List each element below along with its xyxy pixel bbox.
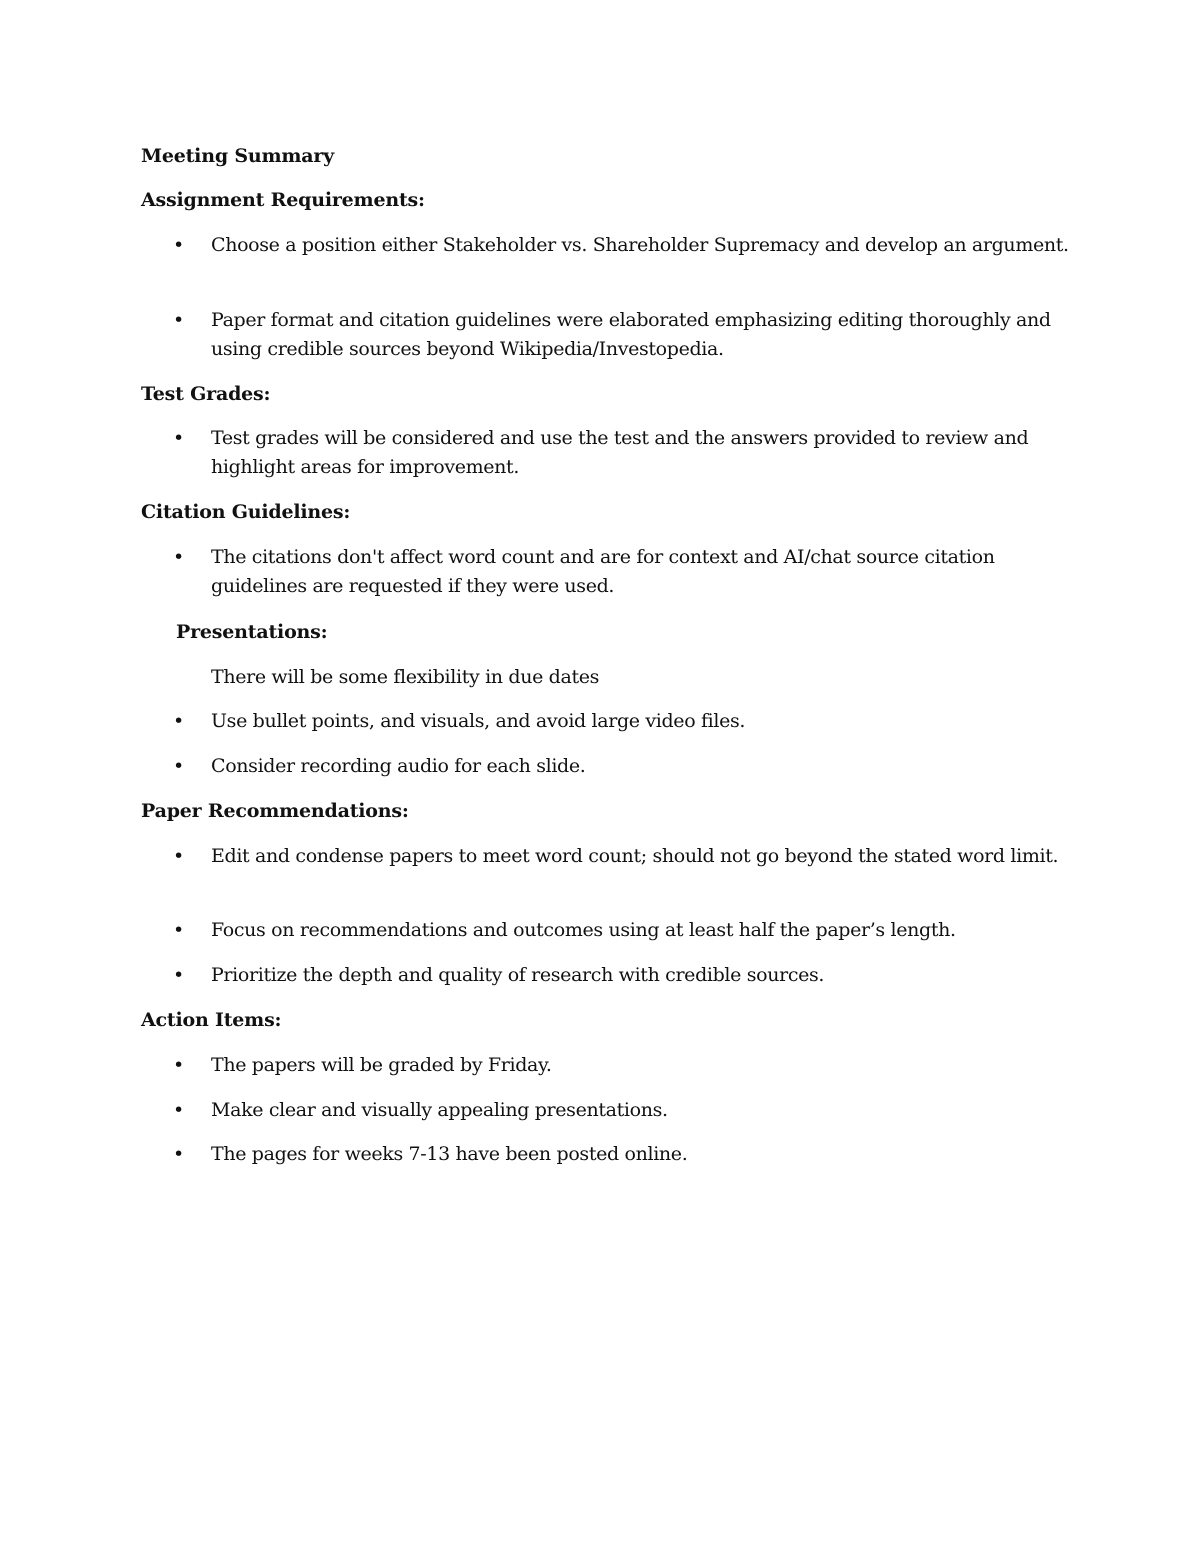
bullet-icon: • bbox=[173, 1054, 185, 1076]
bullet-icon: • bbox=[173, 845, 185, 867]
bullet-icon: • bbox=[173, 964, 185, 986]
list-item-text: Test grades will be considered and use the test and the answers provided to review and highlight areas for improvement. bbox=[211, 427, 1029, 478]
bullet-icon: • bbox=[173, 427, 185, 449]
section-heading-citation-guidelines: Citation Guidelines: bbox=[141, 501, 351, 523]
bullet-icon: • bbox=[173, 919, 185, 941]
section-heading-action-items: Action Items: bbox=[141, 1009, 282, 1031]
list-item-text: The papers will be graded by Friday. bbox=[211, 1054, 552, 1076]
page-title: Meeting Summary bbox=[141, 145, 335, 167]
section-heading-paper-recommendations: Paper Recommendations: bbox=[141, 800, 409, 822]
section-heading-test-grades: Test Grades: bbox=[141, 383, 271, 405]
section-heading-assignment-requirements: Assignment Requirements: bbox=[141, 189, 425, 211]
bullet-icon: • bbox=[173, 309, 185, 331]
bullet-icon: • bbox=[173, 234, 185, 256]
list-item-text: Make clear and visually appealing presentations. bbox=[211, 1099, 668, 1121]
list-item-text: Choose a position either Stakeholder vs. Shareholder Supremacy and develop an argument. bbox=[211, 234, 1069, 256]
list-item-text: Use bullet points, and visuals, and avoid large video files. bbox=[211, 710, 746, 732]
list-item-text: Prioritize the depth and quality of research with credible sources. bbox=[211, 964, 825, 986]
list-item-text: Focus on recommendations and outcomes using at least half the paper’s length. bbox=[211, 919, 956, 941]
presentations-intro: There will be some flexibility in due dates bbox=[211, 666, 600, 688]
bullet-icon: • bbox=[173, 755, 185, 777]
bullet-icon: • bbox=[173, 1099, 185, 1121]
list-item-text: Consider recording audio for each slide. bbox=[211, 755, 586, 777]
bullet-icon: • bbox=[173, 546, 185, 568]
list-item-text: The citations don't affect word count and are for context and AI/chat source citation guidelines are requested if they were used. bbox=[211, 546, 995, 597]
list-item-text: Paper format and citation guidelines were elaborated emphasizing editing thoroughly and using credible sources beyond Wikipedia/Investopedia. bbox=[211, 309, 1051, 360]
bullet-icon: • bbox=[173, 710, 185, 732]
list-item-text: The pages for weeks 7-13 have been posted online. bbox=[211, 1143, 688, 1165]
bullet-icon: • bbox=[173, 1143, 185, 1165]
list-item-text: Edit and condense papers to meet word count; should not go beyond the stated word limit. bbox=[211, 845, 1059, 867]
section-heading-presentations: Presentations: bbox=[176, 621, 328, 643]
